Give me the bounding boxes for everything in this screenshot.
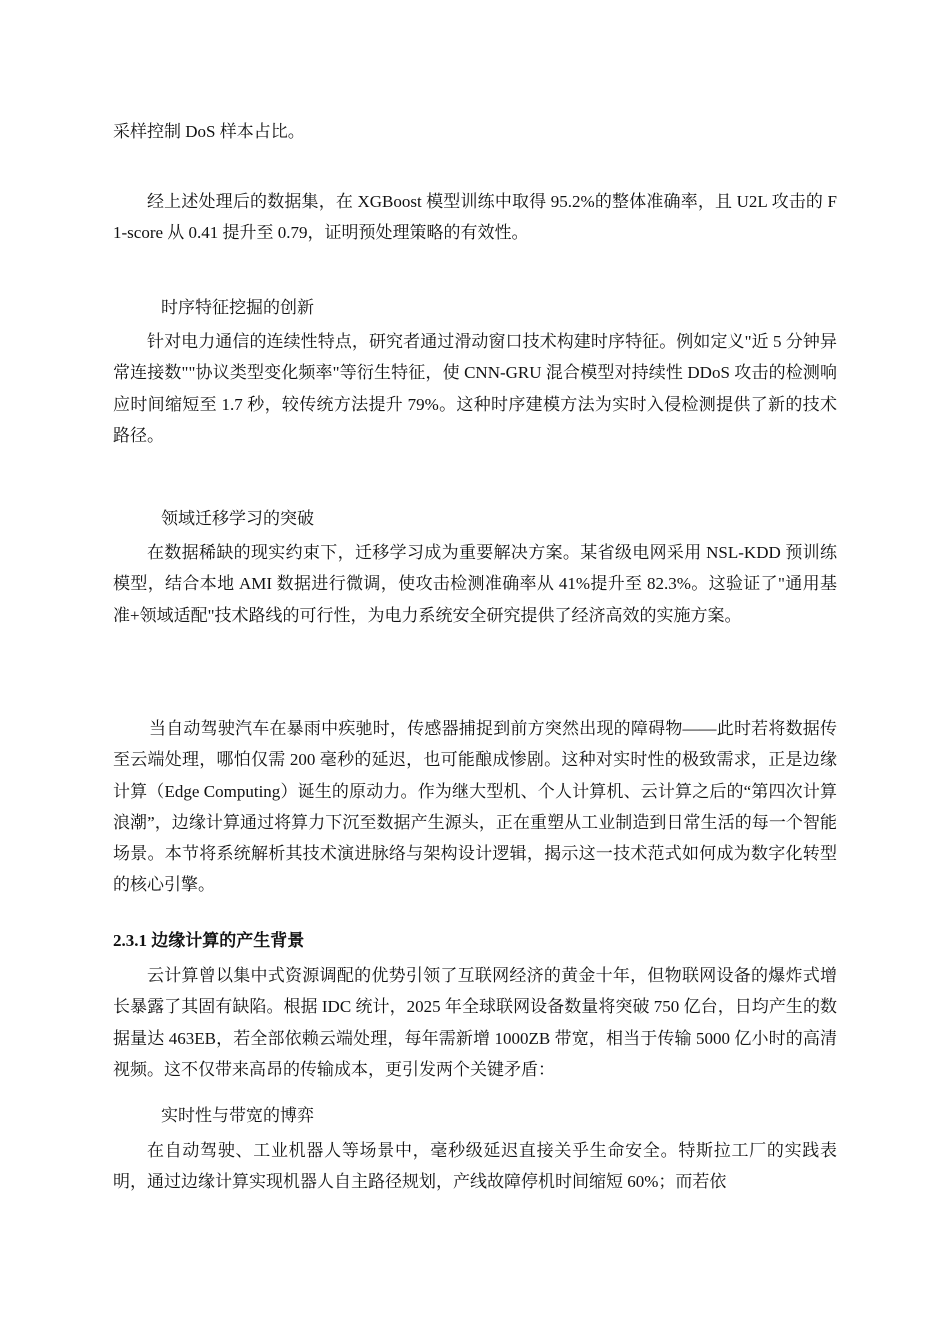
paragraph-temporal: 针对电力通信的连续性特点，研究者通过滑动窗口技术构建时序特征。例如定义"近 5 分钟异常连接数""协议类型变化频率"等衍生特征，使 CNN-GRU 混合模型对持续性 DDoS 攻击的检测响应时间缩短至 1.7 秒，较传统方法提升 79%。这种时序建模方法为实时入侵检测提供了新的技术路径。 bbox=[113, 332, 837, 445]
paragraph-edge-intro: 当自动驾驶汽车在暴雨中疾驰时，传感器捕捉到前方突然出现的障碍物——此时若将数据传至云端处理，哪怕仅需 200 毫秒的延迟，也可能酿成惨剧。这种对实时性的极致需求，正是边缘计算（Edge Computing）诞生的原动力。作为继大型机、个人计算机、云计算之后的“第四次计算浪潮”，边缘计算通过将算力下沉至数据产生源头，正在重塑从工业制造到日常生活的每一个智能场景。本节将系统解析其技术演进脉络与架构设计逻辑，揭示这一技术范式如何成为数字化转型的核心引擎。 bbox=[113, 719, 837, 895]
paragraph-intro-tail: 采样控制 DoS 样本占比。 bbox=[113, 122, 305, 141]
subheading-temporal: 时序特征挖掘的创新 bbox=[161, 298, 314, 317]
subheading-realtime: 实时性与带宽的博弈 bbox=[161, 1106, 314, 1125]
paragraph-result: 经上述处理后的数据集，在 XGBoost 模型训练中取得 95.2%的整体准确率，且 U2L 攻击的 F1-score 从 0.41 提升至 0.79，证明预处理策略的有效性。 bbox=[113, 192, 837, 243]
paragraph-transfer: 在数据稀缺的现实约束下，迁移学习成为重要解决方案。某省级电网采用 NSL-KDD 预训练模型，结合本地 AMI 数据进行微调，使攻击检测准确率从 41%提升至 82.3%。这验证了"通用基准+领域适配"技术路线的可行性，为电力系统安全研究提供了经济高效的实施方案。 bbox=[113, 543, 837, 625]
subheading-transfer: 领域迁移学习的突破 bbox=[161, 509, 314, 528]
paragraph-cloud: 云计算曾以集中式资源调配的优势引领了互联网经济的黄金十年，但物联网设备的爆炸式增长暴露了其固有缺陷。根据 IDC 统计，2025 年全球联网设备数量将突破 750 亿台，日均产生的数据量达 463EB，若全部依赖云端处理，每年需新增 1000ZB 带宽，相当于传输 5000 亿小时的高清视频。这不仅带来高昂的传输成本，更引发两个关键矛盾： bbox=[113, 966, 837, 1079]
paragraph-realtime: 在自动驾驶、工业机器人等场景中，毫秒级延迟直接关乎生命安全。特斯拉工厂的实践表明，通过边缘计算实现机器人自主路径规划，产线故障停机时间缩短 60%；而若依 bbox=[113, 1141, 837, 1192]
section-heading: 2.3.1 边缘计算的产生背景 bbox=[113, 931, 305, 950]
